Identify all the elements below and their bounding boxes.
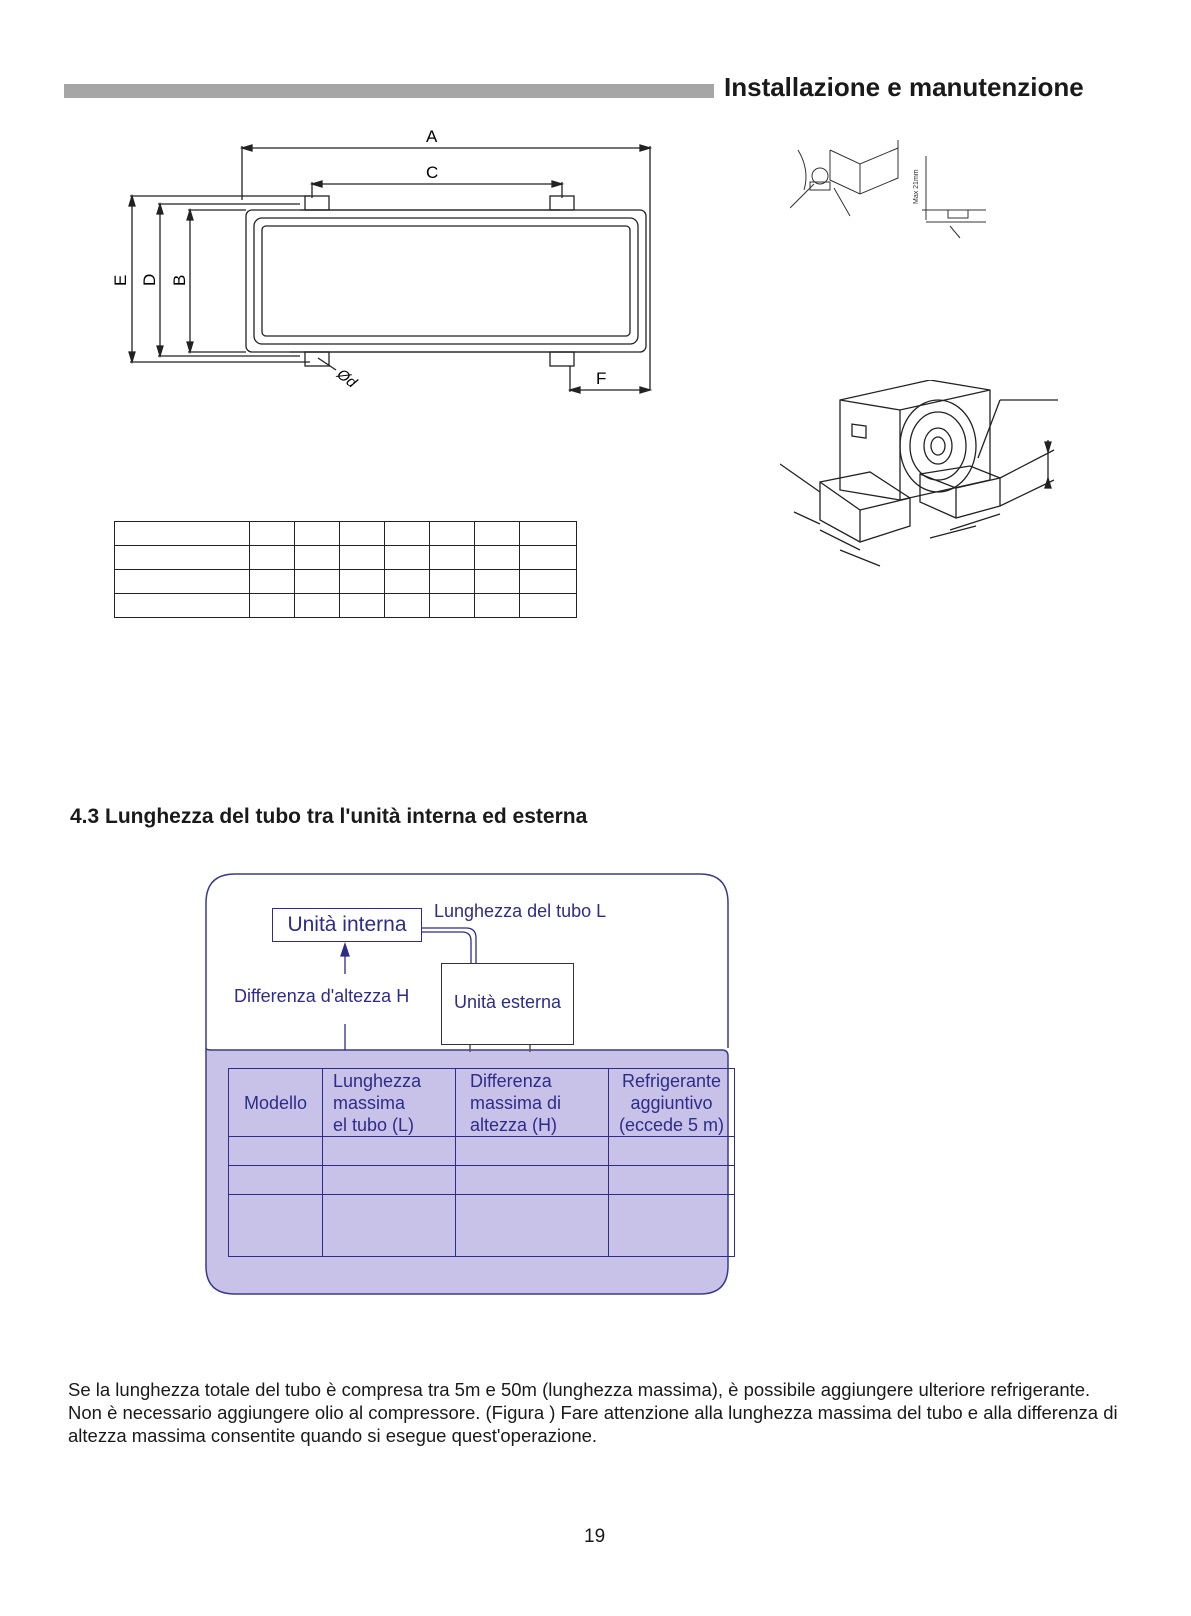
header-line: Differenza: [470, 1070, 552, 1091]
dimension-table: [114, 521, 577, 618]
page-header-title: Installazione e manutenzione: [724, 72, 1084, 102]
table-cell: [430, 594, 475, 618]
mounting-foot-drawing: [790, 130, 1010, 250]
header-rule: [64, 84, 714, 98]
table-cell: [520, 594, 577, 618]
table-cell: [295, 570, 340, 594]
table-cell: [323, 1195, 456, 1257]
table-cell: [295, 594, 340, 618]
dim-label-c: C: [426, 163, 439, 182]
table-cell: [229, 1166, 323, 1195]
dim-label-f: F: [596, 369, 607, 388]
header-line: (eccede 5 m): [618, 1114, 725, 1135]
dim-label-d: D: [140, 273, 159, 286]
table-cell: [323, 1137, 456, 1166]
table-cell: [295, 522, 340, 546]
outdoor-unit-support-drawing: [780, 380, 1090, 590]
pipe-specs-table: [228, 1068, 735, 1257]
table-row: [229, 1137, 735, 1166]
table-cell: [520, 570, 577, 594]
table-cell: [456, 1137, 609, 1166]
table-cell: [609, 1166, 735, 1195]
table-cell: [456, 1195, 609, 1257]
table-row: [115, 594, 577, 618]
body-text: [68, 1378, 1128, 1447]
dim-label-b: B: [170, 274, 189, 286]
table-cell: [385, 546, 430, 570]
table-header-row: [229, 1069, 735, 1137]
header-max-height: [456, 1069, 609, 1137]
header-model: Modello: [229, 1069, 323, 1137]
table-row: [115, 522, 577, 546]
table-cell: [323, 1166, 456, 1195]
header-line: el tubo (L): [333, 1114, 415, 1135]
body-paragraph-2: Non è necessario aggiungere olio al compressore. (Figura ) Fare attenzione alla lunghezza massima del tubo e alla differenza di altezza massima consentite quando si esegue quest'operazione.: [68, 1402, 1118, 1446]
table-cell: [385, 522, 430, 546]
dim-label-pipe-diameter: Ød: [333, 365, 360, 392]
table-row: [229, 1195, 735, 1257]
table-cell: [430, 570, 475, 594]
body-paragraph-1: Se la lunghezza totale del tubo è compresa tra 5m e 50m (lunghezza massima), è possibile aggiungere ulteriore refrigerante.: [68, 1379, 1091, 1400]
table-cell: [385, 594, 430, 618]
table-cell: [456, 1166, 609, 1195]
header-refrigerant: [609, 1069, 735, 1137]
table-cell: [475, 570, 520, 594]
table-cell: [385, 570, 430, 594]
header-line: aggiuntivo: [630, 1092, 713, 1113]
table-cell: [430, 522, 475, 546]
table-cell: [229, 1137, 323, 1166]
unit-dimensions-drawing: [100, 120, 660, 410]
table-cell: [340, 522, 385, 546]
table-cell: [430, 546, 475, 570]
table-cell: [475, 522, 520, 546]
indoor-unit-label: Unità interna: [272, 908, 422, 942]
header-max-length: [323, 1069, 456, 1137]
table-cell: [609, 1195, 735, 1257]
table-row: [229, 1166, 735, 1195]
table-cell: [115, 594, 250, 618]
page-number: 19: [584, 1526, 606, 1547]
table-cell: [115, 546, 250, 570]
table-cell: [475, 546, 520, 570]
table-cell: [250, 570, 295, 594]
table-cell: [115, 522, 250, 546]
header-line: Lunghezza: [333, 1070, 422, 1091]
height-difference-label: Differenza d'altezza H: [234, 986, 410, 1006]
table-cell: [475, 594, 520, 618]
table-cell: [250, 546, 295, 570]
header-line: Refrigerante: [621, 1070, 722, 1091]
outdoor-unit-label: Unità esterna: [441, 963, 574, 1045]
dim-label-e: E: [111, 274, 130, 286]
table-cell: [250, 522, 295, 546]
table-cell: [340, 546, 385, 570]
table-cell: [520, 522, 577, 546]
table-cell: [115, 570, 250, 594]
section-title: 4.3 Lunghezza del tubo tra l'unità interna ed esterna: [70, 805, 588, 828]
header-line: massima: [333, 1092, 406, 1113]
table-row: [115, 570, 577, 594]
table-cell: [295, 546, 340, 570]
table-cell: [340, 570, 385, 594]
table-cell: [609, 1137, 735, 1166]
table-cell: [520, 546, 577, 570]
max-height-label: Max 21mm: [913, 169, 920, 204]
dim-label-a: A: [426, 127, 438, 146]
table-cell: [250, 594, 295, 618]
table-cell: [340, 594, 385, 618]
header-line: massima di: [470, 1092, 562, 1113]
table-row: [115, 546, 577, 570]
pipe-length-label: Lunghezza del tubo L: [434, 901, 607, 921]
table-cell: [229, 1195, 323, 1257]
header-line: altezza (H): [470, 1114, 558, 1135]
